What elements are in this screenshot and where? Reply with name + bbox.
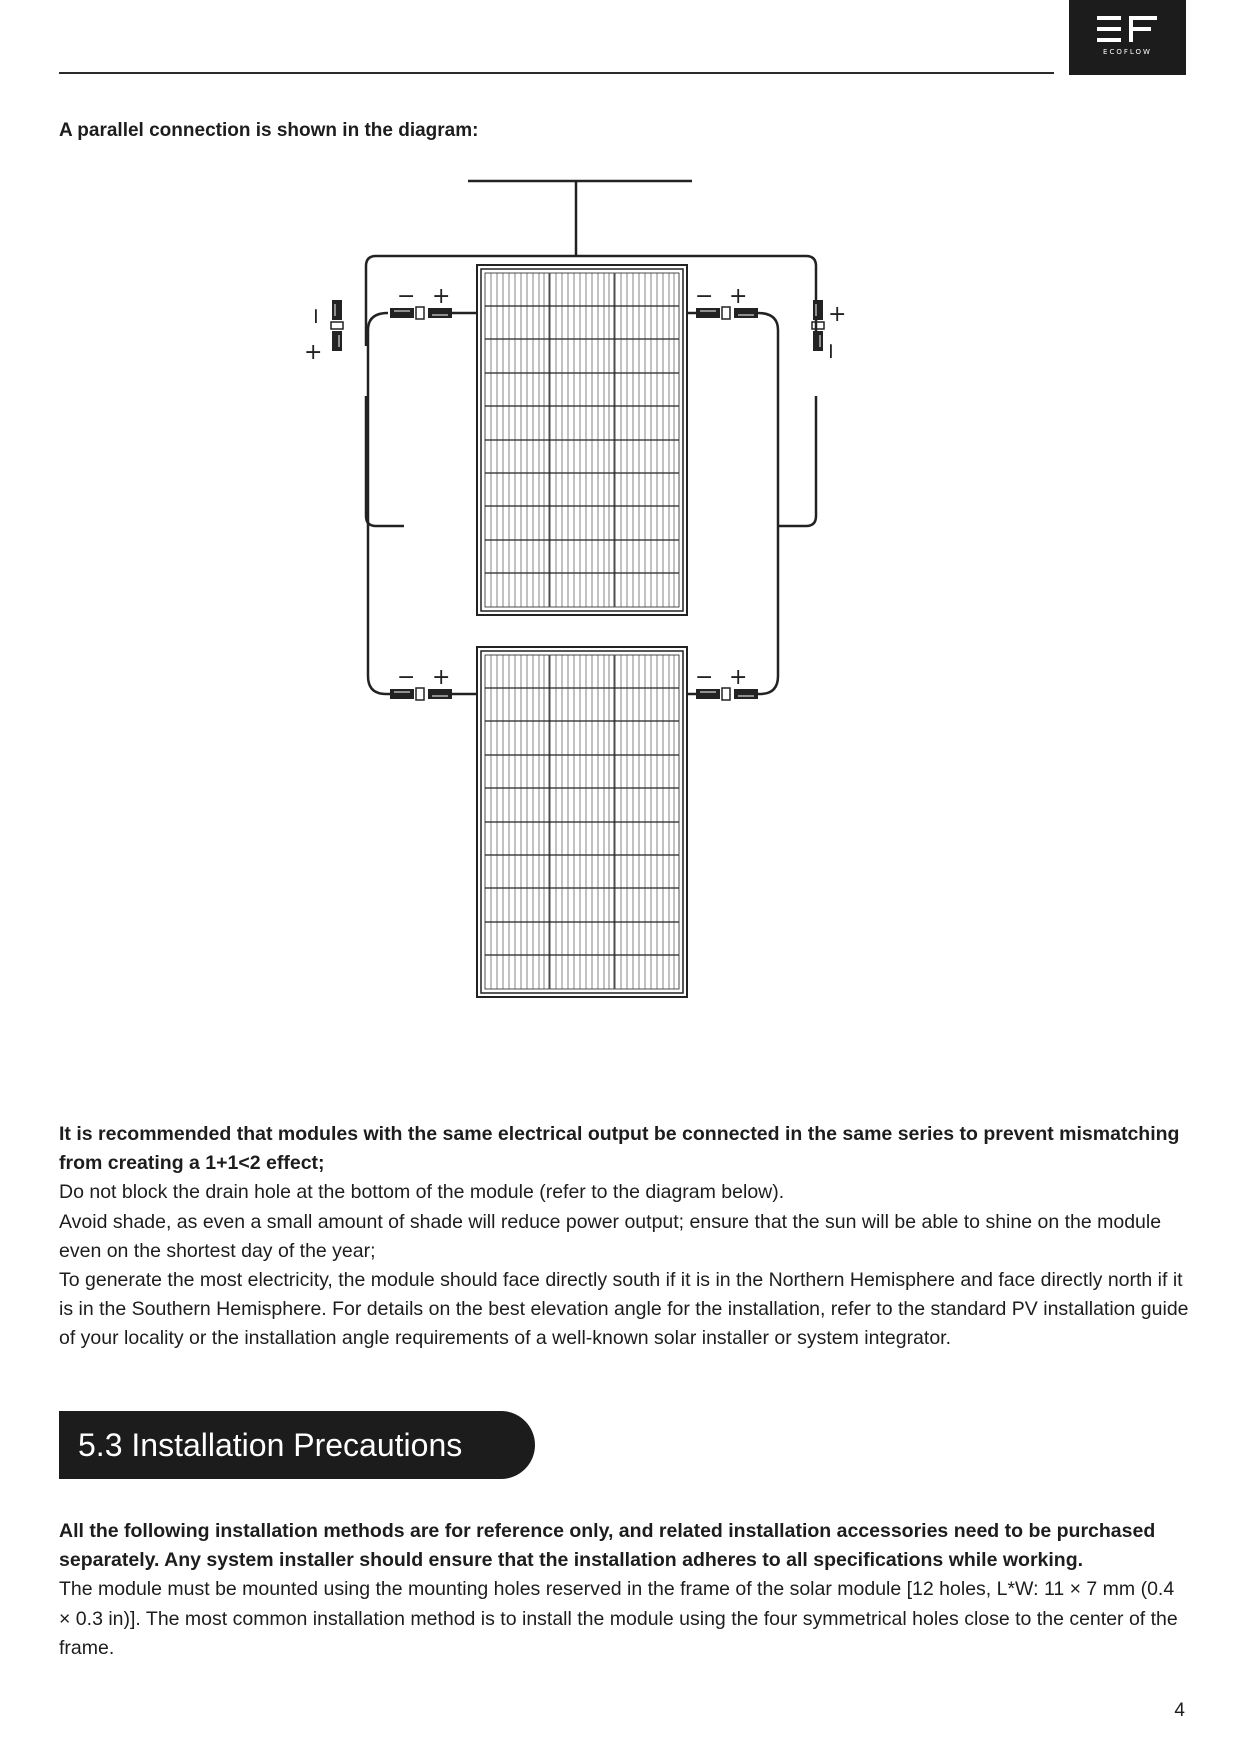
polarity-minus-left-branch: − [303, 307, 328, 326]
shade-note: Avoid shade, as even a small amount of shade will reduce power output; ensure that the sun will be able to shine on the module even on the shortest day of the year; [59, 1210, 1162, 1262]
same-output-recommendation: It is recommended that modules with the same electrical output be connected in the same series to prevent mismatching from creating a 1+1<2 effect; [59, 1123, 1180, 1175]
polarity-minus-top-left: − [397, 284, 416, 309]
branch-connector-left [331, 300, 343, 351]
polarity-plus-top-right: + [729, 284, 748, 309]
ef-logo-icon [1097, 16, 1157, 46]
polarity-minus-top-right: − [695, 284, 714, 309]
left-inner-loop [368, 313, 390, 694]
polarity-plus-left-branch: + [304, 340, 323, 365]
drain-hole-note: Do not block the drain hole at the bottom of the module (refer to the diagram below). [59, 1181, 785, 1204]
polarity-minus-bottom-left: − [397, 665, 416, 690]
polarity-plus-top-left: + [432, 284, 451, 309]
ecoflow-logo [1069, 0, 1186, 75]
parallel-connection-diagram [303, 170, 940, 1090]
recommendations-text [59, 1120, 1189, 1354]
precautions-text [59, 1517, 1189, 1663]
page-number: 4 [1174, 1700, 1185, 1721]
polarity-plus-right-branch: + [828, 302, 847, 327]
right-outer-drop [778, 396, 816, 526]
mounting-holes-note: The module must be mounted using the mounting holes reserved in the frame of the solar module [12 holes, L*W: 11 × 7 mm (0.4 × 0.3 in)]. The most common installation method is to install the module using the four symmetrical holes close to the center of the frame. [59, 1578, 1178, 1659]
solar-panel-top [477, 265, 687, 615]
reference-only-note: All the following installation methods are for reference only, and related installation accessories need to be purchased separately. Any system installer should ensure that the installation adheres to all specifications while working. [59, 1520, 1156, 1572]
right-inner-loop [756, 313, 778, 694]
logo-text: ECOFLOW [1103, 48, 1152, 56]
polarity-minus-right-branch: − [818, 342, 843, 361]
polarity-plus-bottom-right: + [729, 665, 748, 690]
section-heading-installation-precautions: 5.3 Installation Precautions [59, 1411, 535, 1479]
solar-panel-bottom [477, 647, 687, 997]
left-outer-drop [366, 396, 404, 526]
diagram-intro-heading: A parallel connection is shown in the diagram: [59, 120, 479, 141]
orientation-note: To generate the most electricity, the module should face directly south if it is in the Northern Hemisphere and face directly north if it is in the Southern Hemisphere. For details on the best elevation angle for the installation, refer to the standard PV installation guide of your locality or the installation angle requirements of a well-known solar installer or system integrator. [59, 1269, 1189, 1350]
header-rule [59, 72, 1054, 74]
polarity-plus-bottom-left: + [432, 665, 451, 690]
polarity-minus-bottom-right: − [695, 665, 714, 690]
